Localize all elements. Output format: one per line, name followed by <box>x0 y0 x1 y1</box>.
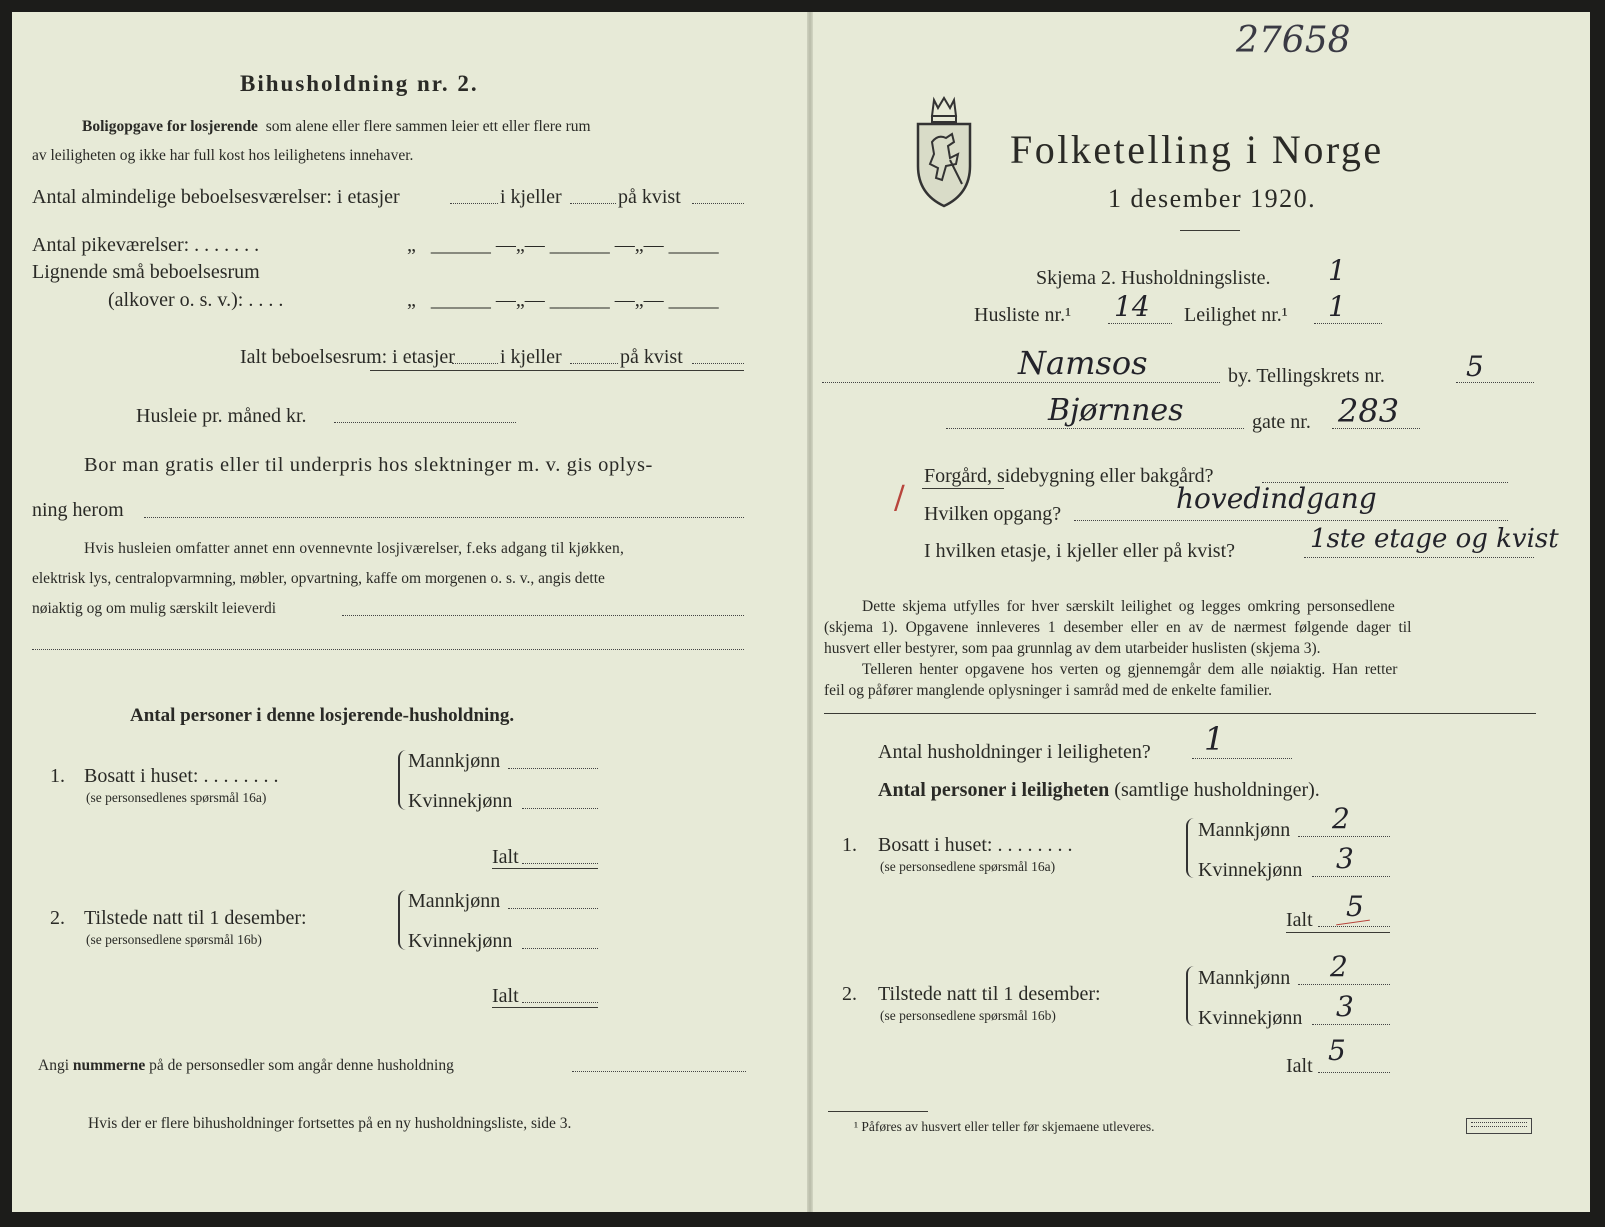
right-q2-ialt-label: Ialt <box>1286 1055 1313 1077</box>
hvis-line-3: nøiaktig og om mulig særskilt leieverdi <box>32 600 277 617</box>
right-q2-mann-label: Mannkjønn <box>1198 967 1291 989</box>
leilighet-label: Leilighet nr.¹ <box>1184 304 1288 326</box>
left-q1-ialt-underline <box>492 868 598 869</box>
right-q1-sub: (se personsedlene spørsmål 16a) <box>880 859 1056 874</box>
husleie-label: Husleie pr. måned kr. <box>136 405 307 427</box>
right-page-husholdningsliste <box>812 12 1590 1212</box>
lignende-label-2: (alkover o. s. v.): . . . . <box>108 289 284 311</box>
left-q1-kvinne-field[interactable] <box>522 808 598 809</box>
right-q1-ialt-hw: 5 <box>1346 890 1364 923</box>
skjema-hw: 1 <box>1328 254 1346 287</box>
right-q2-num: 2. <box>842 983 857 1005</box>
gate-hw: Bjørnnes <box>1048 393 1184 428</box>
left-q1-label: Bosatt i huset: . . . . . . . . <box>84 765 279 787</box>
left-persons-heading: Antal personer i denne losjerende-husholdning. <box>130 705 515 726</box>
right-q2-mann-hw: 2 <box>1330 950 1348 983</box>
left-q1-mann-field[interactable] <box>508 768 598 769</box>
archive-number: 27658 <box>1236 20 1351 61</box>
husliste-field[interactable] <box>1108 323 1172 324</box>
by-field[interactable] <box>822 382 1220 383</box>
right-q2-ialt-field[interactable] <box>1318 1072 1390 1073</box>
right-q1-ialt-field[interactable] <box>1318 926 1390 927</box>
hvis-line-1: Hvis husleien omfatter annet enn ovennevnte losjiværelser, f.eks adgang til kjøkken, <box>84 540 625 557</box>
info-line-4: Telleren henter opgavene hos verten og gjennemgår dem alle nøiaktig. Han retter <box>862 661 1398 678</box>
leieverdi-field[interactable] <box>342 615 744 616</box>
left-q2-label: Tilstede natt til 1 desember: <box>84 907 307 929</box>
right-q1-ialt-label: Ialt <box>1286 909 1313 931</box>
right-q2-kvinne-hw: 3 <box>1336 990 1354 1023</box>
bor-gratis-label: Bor man gratis eller til underpris hos slektninger m. v. gis oplys- <box>84 454 653 476</box>
left-q2-ialt-label: Ialt <box>492 985 519 1007</box>
right-q1-kvinne-field[interactable] <box>1312 876 1390 877</box>
rooms-etasjer-field[interactable] <box>450 203 498 204</box>
right-q1-num: 1. <box>842 834 857 856</box>
right-q2-ialt-hw: 5 <box>1328 1034 1346 1067</box>
bor-gratis-field[interactable] <box>144 517 744 518</box>
right-date: 1 desember 1920. <box>1108 184 1317 213</box>
skjema-label: Skjema 2. Husholdningsliste. <box>1036 267 1271 289</box>
left-q1-ialt-field[interactable] <box>522 863 598 864</box>
ialt-underline <box>370 370 744 371</box>
pike-ditto-marks: „ ______ —„— ______ —„— _____ <box>407 234 719 256</box>
right-q1-kvinne-label: Kvinnekjønn <box>1198 859 1303 881</box>
opgang-label: Hvilken opgang? <box>924 503 1062 525</box>
right-q2-label: Tilstede natt til 1 desember: <box>878 983 1101 1005</box>
right-q1-label: Bosatt i huset: . . . . . . . . <box>878 834 1073 856</box>
left-footer: Hvis der er flere bihusholdninger fortsettes på en ny husholdningsliste, side 3. <box>88 1115 572 1132</box>
hvis-line-2: elektrisk lys, centralopvarmning, møbler, opvartning, kaffe om morgenen o. s. v., angis dette <box>32 570 605 587</box>
etasje-label: I hvilken etasje, i kjeller eller på kvist? <box>924 540 1235 562</box>
right-q2-kvinne-label: Kvinnekjønn <box>1198 1007 1303 1029</box>
by-label: by. Tellingskrets nr. <box>1228 365 1385 387</box>
left-q2-sub: (se personsedlene spørsmål 16b) <box>86 932 262 947</box>
left-q2-ialt-field[interactable] <box>522 1002 598 1003</box>
footnote-rule <box>828 1111 928 1112</box>
by-hw: Namsos <box>1018 344 1148 382</box>
left-q1-kvinne-label: Kvinnekjønn <box>408 790 513 812</box>
right-persons-heading: Antal personer i leiligheten (samtlige husholdninger). <box>878 779 1320 801</box>
leilighet-field[interactable] <box>1314 323 1382 324</box>
gate-nr-hw: 283 <box>1338 392 1400 430</box>
left-q1-num: 1. <box>50 765 65 787</box>
footnote: ¹ Påføres av husvert eller teller før skjemaene utleveres. <box>854 1119 1155 1134</box>
hush-label: Antal husholdninger i leiligheten? <box>878 741 1151 763</box>
left-q1-mann-label: Mannkjønn <box>408 750 501 772</box>
rooms-kjeller-label: i kjeller <box>500 186 562 208</box>
gate-field[interactable] <box>946 428 1244 429</box>
red-checkmark: / <box>894 478 905 516</box>
angi-field[interactable] <box>572 1071 746 1072</box>
info-line-2: (skjema 1). Opgavene innleveres 1 desember eller en av de nærmest følgende dager til <box>824 619 1412 636</box>
right-q2-mann-field[interactable] <box>1298 984 1390 985</box>
left-page-bihusholdning <box>12 12 807 1212</box>
lignende-ditto-marks: „ ______ —„— ______ —„— _____ <box>407 289 719 311</box>
forgard-label: Forgård, sidebygning eller bakgård? <box>924 465 1214 487</box>
ialt-rooms-label: Ialt beboelsesrum: i etasjer <box>240 346 455 368</box>
ialt-etasjer-field[interactable] <box>452 363 498 364</box>
opgang-hw: hovedindgang <box>1176 482 1377 515</box>
left-q2-num: 2. <box>50 907 65 929</box>
right-q1-mann-label: Mannkjønn <box>1198 819 1291 841</box>
right-q1-mann-hw: 2 <box>1332 802 1350 835</box>
left-q1-sub: (se personsedlenes spørsmål 16a) <box>86 790 267 805</box>
hush-hw: 1 <box>1204 720 1225 758</box>
right-q1-kvinne-hw: 3 <box>1336 842 1354 875</box>
husliste-label: Husliste nr.¹ <box>974 304 1072 326</box>
etasje-field[interactable] <box>1304 557 1534 558</box>
ialt-kjeller-field[interactable] <box>570 363 618 364</box>
intro-line-1: Boligopgave for losjerende som alene eller flere sammen leier ett eller flere rum <box>82 118 591 135</box>
ialt-kjeller-label: i kjeller <box>500 346 562 368</box>
right-q2-kvinne-field[interactable] <box>1312 1024 1390 1025</box>
pike-label: Antal pikeværelser: . . . . . . . <box>32 234 260 256</box>
printer-stamp <box>1466 1118 1532 1134</box>
leieverdi-field-2[interactable] <box>32 649 744 650</box>
left-q2-ialt-underline <box>492 1007 598 1008</box>
rooms-kvist-field[interactable] <box>692 203 744 204</box>
lignende-label-1: Lignende små beboelsesrum <box>32 261 260 283</box>
rooms-kjeller-field[interactable] <box>570 203 616 204</box>
husleie-field[interactable] <box>334 422 516 423</box>
rooms-label: Antal almindelige beboelsesværelser: i etasjer <box>32 186 400 208</box>
left-q2-mann-label: Mannkjønn <box>408 890 501 912</box>
forgard-underline <box>922 488 1004 489</box>
info-line-5: feil og påfører manglende oplysninger i samråd med de enkelte familier. <box>824 682 1273 699</box>
etasje-hw: 1ste etage og kvist <box>1310 524 1559 554</box>
info-divider <box>824 713 1536 714</box>
info-line-1: Dette skjema utfylles for hver særskilt leilighet og legges omkring personsedlene <box>862 598 1395 615</box>
right-q2-brace <box>1186 966 1198 1026</box>
ialt-kvist-field[interactable] <box>692 363 744 364</box>
left-q1-ialt-label: Ialt <box>492 846 519 868</box>
right-q2-sub: (se personsedlene spørsmål 16b) <box>880 1008 1056 1023</box>
left-q2-kvinne-label: Kvinnekjønn <box>408 930 513 952</box>
ning-herom-label: ning herom <box>32 499 124 521</box>
angi-label: Angi nummerne på de personsedler som angår denne husholdning <box>38 1057 454 1074</box>
left-q2-kvinne-field[interactable] <box>522 948 598 949</box>
gate-label: gate nr. <box>1252 411 1311 433</box>
norwegian-coat-of-arms-icon <box>912 94 976 210</box>
title-rule <box>1180 230 1240 231</box>
ialt-kvist-label: på kvist <box>620 346 683 368</box>
rooms-kvist-label: på kvist <box>618 186 681 208</box>
left-q2-mann-field[interactable] <box>508 908 598 909</box>
leilighet-hw: 1 <box>1328 290 1346 323</box>
right-title: Folketelling i Norge <box>1010 127 1384 172</box>
right-q1-ialt-underline <box>1286 932 1390 933</box>
krets-hw: 5 <box>1466 350 1484 383</box>
opgang-field[interactable] <box>1074 520 1508 521</box>
info-line-3: husvert eller bestyrer, som paa grunnlag av dem utarbeider huslisten (skjema 3). <box>824 640 1321 657</box>
right-q1-mann-field[interactable] <box>1298 836 1390 837</box>
hush-field[interactable] <box>1192 758 1292 759</box>
census-form-sheet <box>12 12 1590 1212</box>
right-q1-brace <box>1186 818 1198 878</box>
intro-line-2: av leiligheten og ikke har full kost hos leilighetens innehaver. <box>32 147 414 164</box>
husliste-hw: 14 <box>1114 290 1150 323</box>
left-title: Bihusholdning nr. 2. <box>240 71 479 96</box>
